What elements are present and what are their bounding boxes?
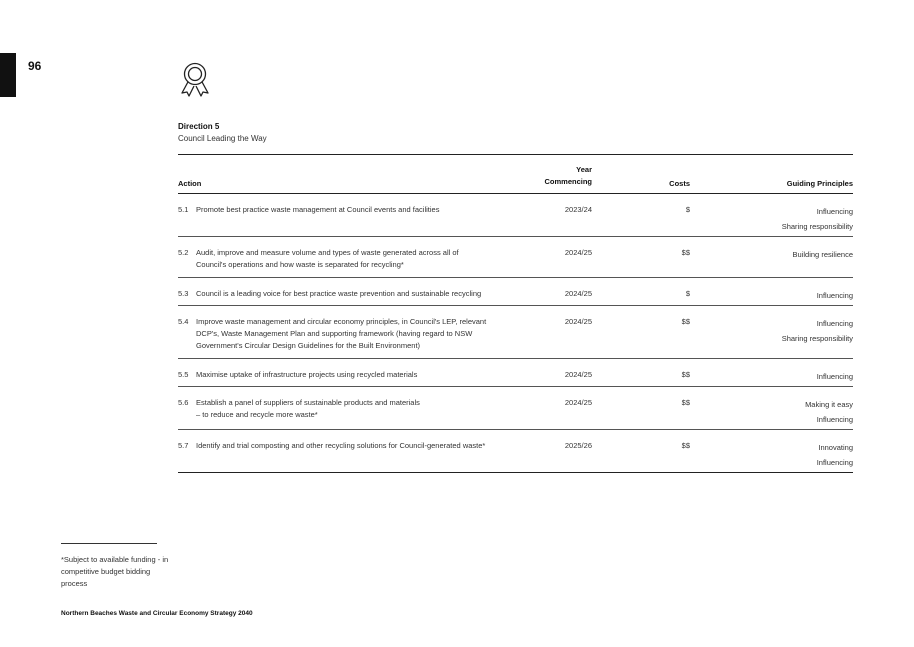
row-action: Maximise uptake of infrastructure projects using recycled materials (196, 370, 418, 379)
page-tab-marker (0, 53, 16, 97)
award-ribbon-icon (177, 60, 213, 98)
row-number: 5.3 (178, 289, 189, 298)
footnote: *Subject to available funding - in competitive budget bidding process (61, 555, 169, 588)
principle: Influencing (816, 415, 853, 424)
row-cost: $$ (681, 370, 690, 379)
row-year: 2024/25 (564, 370, 592, 379)
row-action: Council is a leading voice for best practice waste prevention and sustainable recycling (196, 289, 482, 298)
row-number: 5.4 (178, 317, 189, 326)
row-year: 2024/25 (564, 289, 592, 298)
row-cost: $ (685, 205, 690, 214)
row-year: 2024/25 (564, 398, 592, 407)
table-header (178, 155, 853, 194)
row-number: 5.5 (178, 370, 189, 379)
row-year: 2024/25 (564, 317, 592, 326)
table-row (178, 306, 853, 359)
row-principles (817, 440, 853, 470)
row-number: 5.7 (178, 441, 189, 450)
row-principles (793, 247, 853, 262)
row-number: 5.1 (178, 205, 189, 214)
row-principles (782, 316, 853, 346)
principle: Building resilience (792, 250, 853, 259)
table-row (178, 278, 853, 306)
row-year: 2025/26 (564, 441, 592, 450)
row-cost: $$ (681, 317, 690, 326)
header-year (544, 164, 592, 188)
principle: Innovating (818, 443, 853, 452)
table-row (178, 194, 853, 237)
header-year-line1: Year (576, 165, 592, 174)
table-row (178, 359, 853, 387)
row-action: Improve waste management and circular economy principles, in Council's LEP, relevant DCP's, Waste Management Plan and supporting framework (having regard to NSW Government's Circular Design Guidelines for the Built Environment) (196, 317, 487, 350)
row-cost: $ (685, 289, 690, 298)
row-cost: $$ (681, 441, 690, 450)
row-cost: $$ (681, 398, 690, 407)
row-year: 2024/25 (564, 248, 592, 257)
row-cost: $$ (681, 248, 690, 257)
row-principles (817, 369, 853, 384)
header-year-line2: Commencing (544, 177, 592, 186)
footnote-rule (61, 543, 157, 544)
row-action: Establish a panel of suppliers of sustainable products and materials – to reduce and recycle more waste* (196, 398, 420, 419)
principle: Influencing (816, 207, 853, 216)
principle: Influencing (816, 372, 853, 381)
actions-table (178, 154, 853, 473)
principle: Influencing (816, 319, 853, 328)
principle: Sharing responsibility (781, 222, 853, 231)
direction-title: Council Leading the Way (178, 134, 267, 143)
header-guiding-principles: Guiding Principles (786, 179, 853, 188)
row-principles (817, 288, 853, 303)
header-costs: Costs (669, 179, 690, 188)
document-footer: Northern Beaches Waste and Circular Economy Strategy 2040 (61, 610, 253, 617)
row-principles (805, 397, 853, 427)
row-year: 2023/24 (564, 205, 592, 214)
page-number: 96 (28, 59, 42, 73)
row-number: 5.6 (178, 398, 189, 407)
row-principles (782, 204, 853, 234)
row-number: 5.2 (178, 248, 189, 257)
header-action: Action (178, 179, 202, 188)
principle: Influencing (816, 291, 853, 300)
table-row (178, 387, 853, 430)
principle: Sharing responsibility (781, 334, 853, 343)
direction-label: Direction 5 (178, 122, 220, 131)
table-row (178, 237, 853, 278)
principle: Influencing (816, 458, 853, 467)
principle: Making it easy (805, 400, 853, 409)
table-row (178, 430, 853, 473)
row-action: Promote best practice waste management at Council events and facilities (196, 205, 440, 214)
row-action: Audit, improve and measure volume and types of waste generated across all of Council's operations and how waste is separated for recycling* (196, 248, 459, 269)
row-action: Identify and trial composting and other recycling solutions for Council-generated waste* (196, 441, 486, 450)
